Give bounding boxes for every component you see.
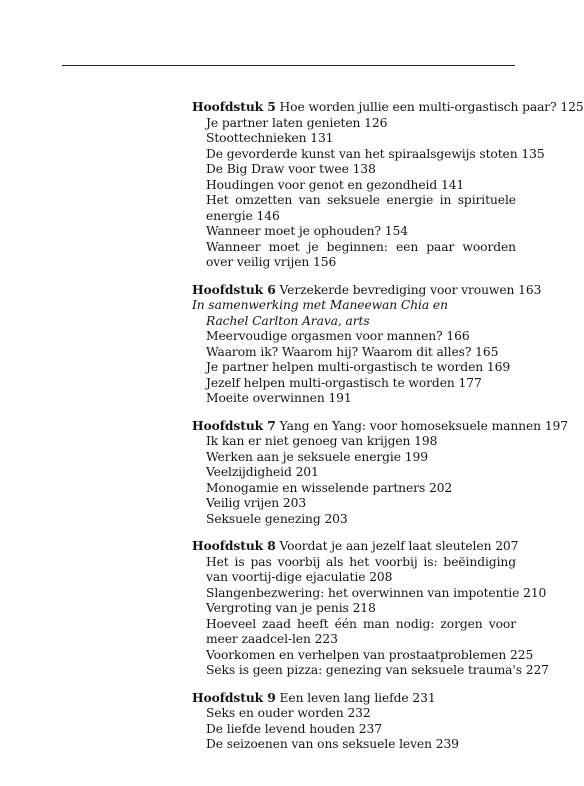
toc-entry-title: Het omzetten van seksuele energie in spirituele energie — [206, 193, 516, 223]
toc-entry[interactable] — [192, 663, 549, 679]
toc-entry-page-number: 202 — [428, 480, 453, 495]
chapter-title: Yang en Yang: voor homoseksuele mannen — [279, 418, 541, 433]
toc-entry-page-number: 131 — [310, 131, 334, 145]
toc-entry[interactable] — [192, 360, 516, 376]
toc-entry[interactable] — [192, 601, 516, 617]
chapter-section — [192, 417, 568, 528]
toc-entry-page-number: 227 — [525, 663, 549, 677]
toc-entry-page-number: 232 — [347, 706, 371, 720]
chapter-title: Verzekerde bevrediging voor vrouwen — [279, 282, 515, 297]
chapter-label: Hoofdstuk 5 — [192, 99, 276, 114]
toc-entry-title: Veelzijdigheid — [206, 465, 292, 479]
toc-entry-title: Voorkomen en verhelpen van prostaatproblemen — [206, 647, 507, 662]
toc-entry-page-number: 203 — [324, 511, 348, 526]
chapter-heading[interactable] — [192, 690, 516, 707]
toc-entry[interactable] — [192, 240, 516, 271]
toc-entry-title: Wanneer moet je beginnen: een paar woorden over veilig vrijen — [206, 239, 516, 269]
toc-entry[interactable] — [192, 345, 516, 361]
chapter-heading[interactable] — [192, 281, 542, 299]
chapter-heading[interactable] — [192, 417, 568, 435]
toc-entry[interactable] — [192, 647, 534, 664]
chapter-section — [192, 281, 542, 407]
toc-entry[interactable] — [192, 481, 516, 497]
chapter-section — [192, 690, 516, 753]
toc-entry-title: Stoottechnieken — [206, 131, 307, 145]
toc-entry[interactable] — [192, 722, 516, 738]
toc-entry[interactable] — [192, 131, 516, 147]
toc-entry-title: De liefde levend houden — [206, 721, 355, 736]
toc-entry-page-number: 166 — [446, 329, 470, 343]
toc-entry-page-number: 223 — [314, 632, 338, 646]
chapter-label: Hoofdstuk 6 — [192, 281, 276, 297]
chapter-heading[interactable] — [192, 99, 584, 116]
toc-entry[interactable] — [192, 555, 516, 586]
toc-entry[interactable] — [192, 465, 516, 481]
toc-entry[interactable] — [192, 162, 516, 178]
toc-entry-title: Het is pas voorbij als het voorbij is: beëindiging van voortij-dige ejaculatie — [206, 554, 516, 584]
toc-entry[interactable] — [192, 329, 516, 345]
toc-entry-page-number: 135 — [521, 146, 545, 161]
toc-entry[interactable] — [192, 178, 516, 194]
toc-entry[interactable] — [192, 737, 516, 753]
chapter-title: Hoe worden jullie een multi-orgastisch paar? — [279, 100, 557, 114]
toc-entry-page-number: 208 — [369, 570, 393, 584]
chapter-page-number: 125 — [560, 100, 584, 114]
toc-entry-title: Vergroting van je penis — [206, 601, 349, 615]
toc-entry-page-number: 154 — [384, 224, 408, 238]
chapter-page-number: 231 — [412, 690, 436, 705]
chapter-credit: Rachel Carlton Arava, arts — [206, 313, 370, 328]
toc-entry-page-number: 237 — [358, 721, 382, 736]
toc-entry-title: Monogamie en wisselende partners — [206, 480, 426, 495]
toc-entry-page-number: 126 — [364, 115, 388, 130]
chapter-title: Een leven lang liefde — [279, 690, 409, 705]
toc-entry-title: Seks is geen pizza: genezing van seksuele trauma's — [206, 663, 522, 677]
toc-entry-page-number: 169 — [486, 360, 511, 374]
toc-entry-title: Ik kan er niet genoeg van krijgen — [206, 434, 411, 448]
toc-entry-page-number: 210 — [523, 585, 547, 600]
toc-entry-page-number: 198 — [414, 434, 438, 448]
toc-entry[interactable] — [192, 434, 516, 450]
chapter-page-number: 197 — [544, 418, 568, 433]
toc-entry-title: Je partner laten genieten — [206, 115, 361, 130]
toc-entry-title: De Big Draw voor twee — [206, 162, 349, 176]
toc-entry-page-number: 177 — [458, 375, 482, 390]
toc-entry-page-number: 203 — [282, 496, 307, 510]
toc-entry-page-number: 225 — [510, 647, 534, 662]
toc-entry-page-number: 141 — [440, 177, 465, 192]
toc-entry-title: Meervoudige orgasmen voor mannen? — [206, 329, 443, 343]
toc-entry-title: Werken aan je seksuele energie — [206, 449, 401, 464]
top-rule — [62, 65, 515, 66]
toc-entry[interactable] — [192, 116, 516, 132]
toc-entry-title: De gevorderde kunst van het spiraalsgewijs stoten — [206, 146, 518, 161]
toc-entry-page-number: 201 — [295, 465, 319, 479]
toc-entry[interactable] — [192, 450, 516, 466]
chapter-title: Voordat je aan jezelf laat sleutelen — [279, 539, 492, 553]
toc-entry[interactable] — [192, 585, 547, 602]
toc-entry[interactable] — [192, 376, 516, 392]
toc-entry-page-number: 218 — [352, 601, 376, 615]
toc-entry-title: Hoeveel zaad heeft één man nodig: zorgen voor meer zaadcel-len — [206, 616, 516, 646]
chapter-heading[interactable] — [192, 538, 519, 555]
toc-entry-title: De seizoenen van ons seksuele leven — [206, 737, 432, 751]
chapter-section — [192, 99, 584, 271]
chapter-credit: In samenwerking met Maneewan Chia en — [192, 298, 448, 312]
toc-entry[interactable] — [192, 512, 516, 528]
toc-entry-title: Slangenbezwering: het overwinnen van impotentie — [206, 585, 520, 600]
table-of-contents — [192, 99, 584, 764]
toc-entry[interactable] — [192, 496, 516, 512]
toc-entry-title: Moeite overwinnen — [206, 391, 325, 405]
toc-entry[interactable] — [192, 146, 545, 163]
toc-entry[interactable] — [192, 706, 516, 722]
toc-entry[interactable] — [192, 391, 516, 407]
toc-entry-page-number: 138 — [352, 162, 376, 176]
chapter-label: Hoofdstuk 8 — [192, 538, 276, 553]
toc-entry-title: Houdingen voor genot en gezondheid — [206, 177, 438, 192]
chapter-section — [192, 538, 549, 679]
toc-entry-title: Veilig vrijen — [206, 496, 280, 510]
chapter-label: Hoofdstuk 7 — [192, 417, 276, 433]
toc-entry-page-number: 199 — [404, 449, 428, 464]
toc-entry-page-number: 239 — [435, 737, 459, 751]
chapter-page-number: 207 — [495, 539, 519, 553]
toc-entry[interactable] — [192, 617, 516, 648]
toc-entry-page-number: 191 — [328, 391, 352, 405]
toc-entry-page-number: 165 — [475, 344, 499, 359]
toc-entry[interactable] — [192, 193, 516, 224]
toc-entry-page-number: 146 — [256, 208, 280, 223]
toc-entry-page-number: 156 — [313, 255, 337, 269]
toc-entry-title: Waarom ik? Waarom hij? Waarom dit alles? — [206, 344, 472, 359]
chapter-label: Hoofdstuk 9 — [192, 689, 276, 705]
toc-entry-title: Wanneer moet je ophouden? — [206, 224, 381, 238]
toc-entry-title: Jezelf helpen multi-orgastisch te worden — [206, 375, 455, 390]
toc-entry[interactable] — [192, 224, 516, 240]
toc-entry-title: Seksuele genezing — [206, 511, 321, 526]
chapter-page-number: 163 — [518, 282, 542, 297]
toc-entry-title: Seks en ouder worden — [206, 706, 344, 720]
toc-entry-title: Je partner helpen multi-orgastisch te worden — [206, 360, 484, 374]
